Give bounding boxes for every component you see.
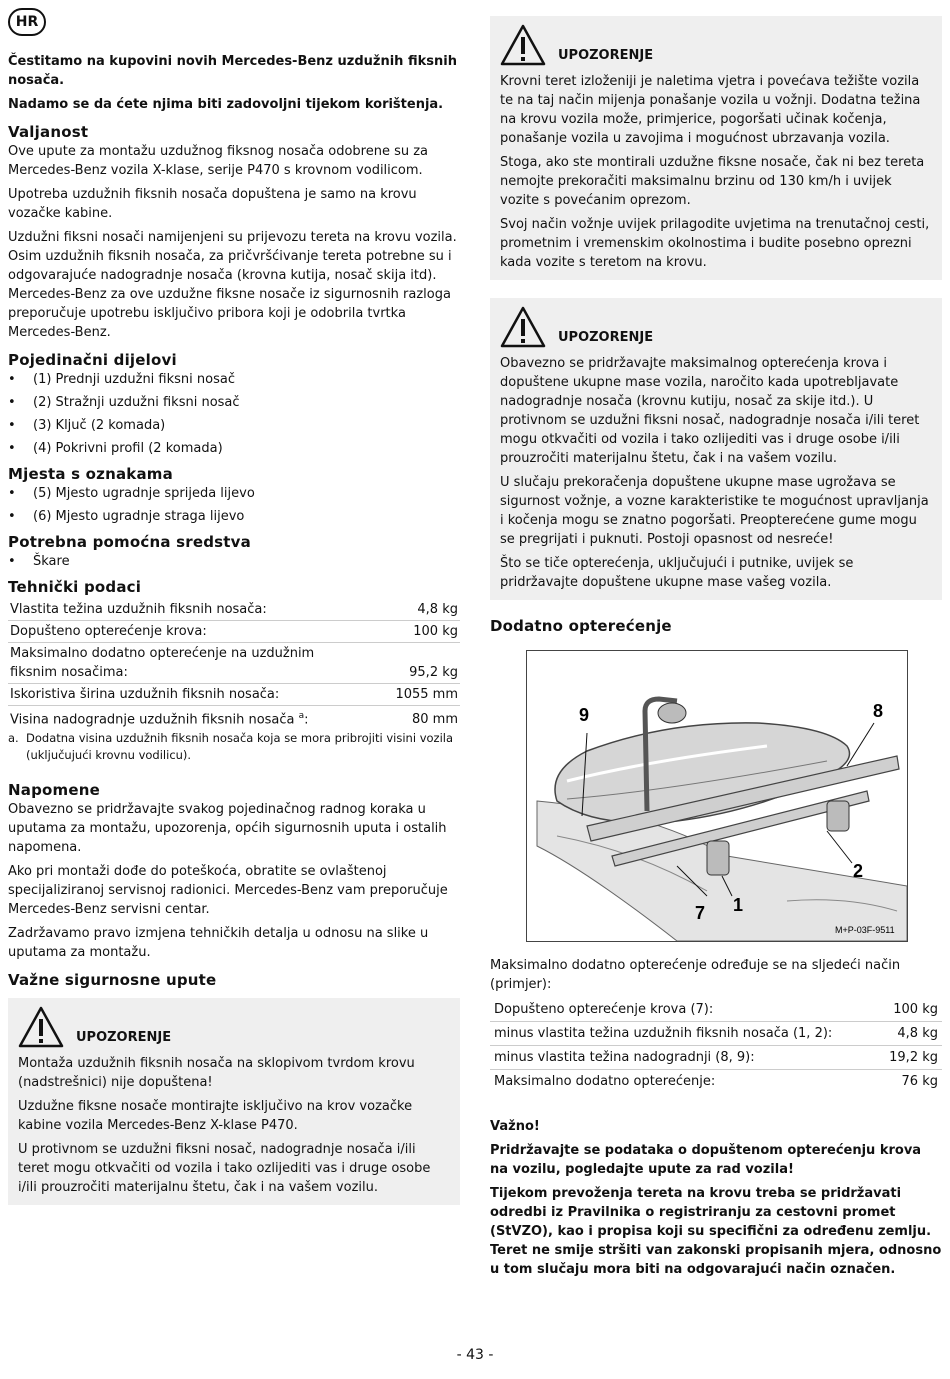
tech-data-table xyxy=(8,599,460,730)
important-paragraph-2: Tijekom prevoženja tereta na krovu treba se pridržavati odredbi iz Pravilnika o registriranju za cestovni promet (StVZO), kao i propisa koji su specifični za određenu zemlju. Teret ne smije stršiti van zakonski propisanih mjera, odnosno u tom slučaju mora biti na odgovarajući način označen. xyxy=(490,1186,942,1277)
calc-label: minus vlastita težina uzdužnih fiksnih nosača (1, 2): xyxy=(490,1022,878,1046)
tools-heading: Potrebna pomoćna sredstva xyxy=(8,533,251,551)
spec-label: Visina nadogradnje uzdužnih fiksnih nosača xyxy=(10,712,295,728)
roof-load-illustration xyxy=(526,650,908,942)
spec-label: Maksimalno dodatno opterećenje na uzdužnim fiksnim nosačima: xyxy=(8,643,393,684)
safety-warning-box xyxy=(8,998,460,1205)
table-row xyxy=(8,621,460,643)
extra-load-intro: Maksimalno dodatno opterećenje određuje se na sljedeći način (primjer): xyxy=(490,958,901,992)
spec-label-cell xyxy=(8,706,393,731)
warning-title: UPOZORENJE xyxy=(76,1030,172,1046)
warning-header xyxy=(500,22,932,66)
spec-value: 80 mm xyxy=(411,712,458,728)
table-row xyxy=(8,706,460,731)
footnote-mark: a. xyxy=(8,731,19,746)
list-item: • (6) Mjesto ugradnje straga lijevo xyxy=(8,507,460,526)
list-item: • (1) Prednji uzdužni fiksni nosač xyxy=(8,370,460,389)
parts-list xyxy=(8,370,460,458)
marks-list xyxy=(8,484,460,526)
notes-paragraph-3: Zadržavamo pravo izmjena tehničkih detalja u odnosu na slike u uputama za montažu. xyxy=(8,926,429,961)
warning-header xyxy=(500,304,932,348)
warning2-paragraph-3: Što se tiče opterećenja, uključujući i putnike, uvijek se pridržavajte dopuštene ukupne mase vašeg vozila. xyxy=(500,556,854,590)
table-row xyxy=(8,684,460,706)
safety-paragraph-1: Montaža uzdužnih fiksnih nosača na sklopivom tvrdom krovu (nadstrešnici) nije dopuštena! xyxy=(18,1056,415,1091)
validity-paragraph-1: Ove upute za montažu uzdužnog fiksnog nosača odobrene su za Mercedes-Benz vozila X-klase, serije P470 s krovnom vodilicom. xyxy=(8,144,429,178)
tools-list xyxy=(8,552,460,571)
language-badge: HR xyxy=(8,8,46,36)
left-column xyxy=(8,0,460,1205)
validity-heading: Valjanost xyxy=(8,123,89,141)
warning-triangle-icon xyxy=(18,1006,64,1048)
calc-label: Dopušteno opterećenje krova (7): xyxy=(490,998,878,1022)
table-row xyxy=(490,1022,942,1046)
warning-box-1 xyxy=(490,16,942,280)
footnote-text: Dodatna visina uzdužnih fiksnih nosača koja se mora pribrojiti visini vozila (uključujući krovnu vodilicu). xyxy=(26,731,454,763)
spec-label: Dopušteno opterećenje krova: xyxy=(8,621,393,643)
calc-label: Maksimalno dodatno opterećenje: xyxy=(490,1070,878,1094)
validity-paragraph-3: Uzdužni fiksni nosači namijenjeni su prijevozu tereta na krovu vozila. Osim uzdužnih fiksnih nosača, za pričvršćivanje tereta potrebne su i odgovarajuće nadogradnje nosača (krovna kutija, nosač skija itd). Mercedes-Benz za ove uzdužne fiksne nosače iz sigurnosnih razloga preporučuje upotrebu isključivo pribora koji je odobrila tvrtka Mercedes-Benz. xyxy=(8,230,457,340)
notes-paragraph-2: Ako pri montaži dođe do poteškoća, obratite se ovlaštenoj specijaliziranoj servisnoj radionici. Mercedes-Benz vam preporučuje Mercedes-Benz servisni centar. xyxy=(8,864,448,918)
marks-heading: Mjesta s oznakama xyxy=(8,465,173,483)
tech-footnote xyxy=(8,730,460,764)
important-heading: Važno! xyxy=(490,1119,540,1134)
warning-title: UPOZORENJE xyxy=(558,48,654,63)
spec-value: 95,2 kg xyxy=(393,643,460,684)
safety-paragraph-3: U protivnom se uzdužni fiksni nosač, nadogradnje nosača i/ili teret mogu otkvačiti od vozila i tako ozlijediti vas i druge osobe i/ili prouzročiti materijalnu štetu, čak i na vašem vozilu. xyxy=(18,1142,431,1196)
table-row xyxy=(490,998,942,1022)
table-row xyxy=(490,1046,942,1070)
safety-heading: Važne sigurnosne upute xyxy=(8,971,217,990)
spec-label-suffix: : xyxy=(304,712,309,728)
calc-value: 19,2 kg xyxy=(878,1046,942,1070)
spec-label: Iskoristiva širina uzdužnih fiksnih nosača: xyxy=(8,684,393,706)
tech-heading: Tehnički podaci xyxy=(8,578,142,596)
table-row xyxy=(8,643,460,684)
warning-triangle-icon xyxy=(500,24,546,66)
warning2-paragraph-1: Obavezno se pridržavajte maksimalnog opterećenja krova i dopuštene ukupne mase vozila, naročito kada upotrebljavate nadogradnje nosača (krovnu kutiju, nosač za skije itd.). U protivnom se uzdužni fiksni nosač, nadogradnje nosača i/ili teret mogu otkvačiti od vozila i tako ozlijediti vas i druge osobe i/ili prouzročiti materijalnu štetu, čak i na vašem vozilu. xyxy=(500,356,920,466)
warning-box-2 xyxy=(490,298,942,600)
list-item: • (5) Mjesto ugradnje sprijeda lijevo xyxy=(8,484,460,503)
spec-label: Vlastita težina uzdužnih fiksnih nosača: xyxy=(8,599,393,621)
spec-value: 4,8 kg xyxy=(393,599,460,621)
validity-paragraph-2: Upotreba uzdužnih fiksnih nosača dopuštena je samo na krovu vozačke kabine. xyxy=(8,187,417,221)
figure-code: M+P-03F-9511 xyxy=(835,925,895,935)
callout-7: 7 xyxy=(695,903,706,923)
list-item: • (4) Pokrivni profil (2 komada) xyxy=(8,439,460,458)
warning-triangle-icon xyxy=(500,306,546,348)
warning-header xyxy=(18,1004,450,1048)
table-row xyxy=(490,1070,942,1094)
right-column xyxy=(490,0,942,1284)
safety-paragraph-2: Uzdužne fiksne nosače montirajte isključivo na krov vozačke kabine vozila Mercedes-Benz X-klase P470. xyxy=(18,1099,413,1134)
table-row xyxy=(8,599,460,621)
calc-value: 4,8 kg xyxy=(878,1022,942,1046)
calc-value: 76 kg xyxy=(878,1070,942,1094)
notes-paragraph-1: Obavezno se pridržavajte svakog pojedinačnog radnog koraka u uputama za montažu, upozorenja, općih sigurnosnih uputa i ostalih napomena. xyxy=(8,802,447,856)
calc-value: 100 kg xyxy=(878,998,942,1022)
list-item: • (2) Stražnji uzdužni fiksni nosač xyxy=(8,393,460,412)
warning1-paragraph-1: Krovni teret izloženiji je naletima vjetra i povećava težište vozila te na taj način mijenja ponašanje vozila u vožnji. Dodatna težina na krovu vozila može, primjerice, pogoršati učinak kočenja, ponašanje vozila u zavojima i mogućnost ubrzavanja vozila. xyxy=(500,74,921,146)
spec-value: 1055 mm xyxy=(393,684,460,706)
important-paragraph-1: Pridržavajte se podataka o dopuštenom opterećenju krova na vozilu, pogledajte upute za rad vozila! xyxy=(490,1143,922,1177)
list-item: • Škare xyxy=(8,552,460,571)
warning1-paragraph-3: Svoj način vožnje uvijek prilagodite uvjetima na trenutačnoj cesti, prometnim i vremenskim okolnostima i budite posebno oprezni kada vozite s teretom na krovu. xyxy=(500,217,930,270)
page-number: - 43 - xyxy=(456,1347,494,1363)
warning-title: UPOZORENJE xyxy=(558,330,654,345)
callout-8: 8 xyxy=(873,701,884,721)
extra-load-heading: Dodatno opterećenje xyxy=(490,617,672,635)
roof-box-diagram xyxy=(527,651,907,941)
callout-2: 2 xyxy=(853,861,864,881)
extra-load-table xyxy=(490,998,942,1093)
spec-value: 100 kg xyxy=(393,621,460,643)
intro-line-2: Nadamo se da ćete njima biti zadovoljni tijekom korištenja. xyxy=(8,97,444,112)
calc-label: minus vlastita težina nadogradnji (8, 9): xyxy=(490,1046,878,1070)
footnote-ref: a xyxy=(298,711,305,721)
callout-1: 1 xyxy=(733,895,744,915)
parts-heading: Pojedinačni dijelovi xyxy=(8,351,177,369)
warning1-paragraph-2: Stoga, ako ste montirali uzdužne fiksne nosače, čak ni bez tereta nemojte prekoračiti maksimalnu brzinu od 130 km/h i uvijek vozite s povećanim oprezom. xyxy=(500,155,925,208)
warning2-paragraph-2: U slučaju prekoračenja dopuštene ukupne mase ugrožava se sigurnost vožnje, a vozne karakteristike te mogućnost upravljanja i kočenja mogu se znatno pogoršati. Preopterećene gume mogu se pregrijati i puknuti. Postoji opasnost od nesreće! xyxy=(500,475,929,547)
callout-9: 9 xyxy=(579,705,590,725)
notes-heading: Napomene xyxy=(8,781,100,800)
list-item: • (3) Ključ (2 komada) xyxy=(8,416,460,435)
intro-line-1: Čestitamo na kupovini novih Mercedes-Benz uzdužnih fiksnih nosača. xyxy=(8,54,457,88)
